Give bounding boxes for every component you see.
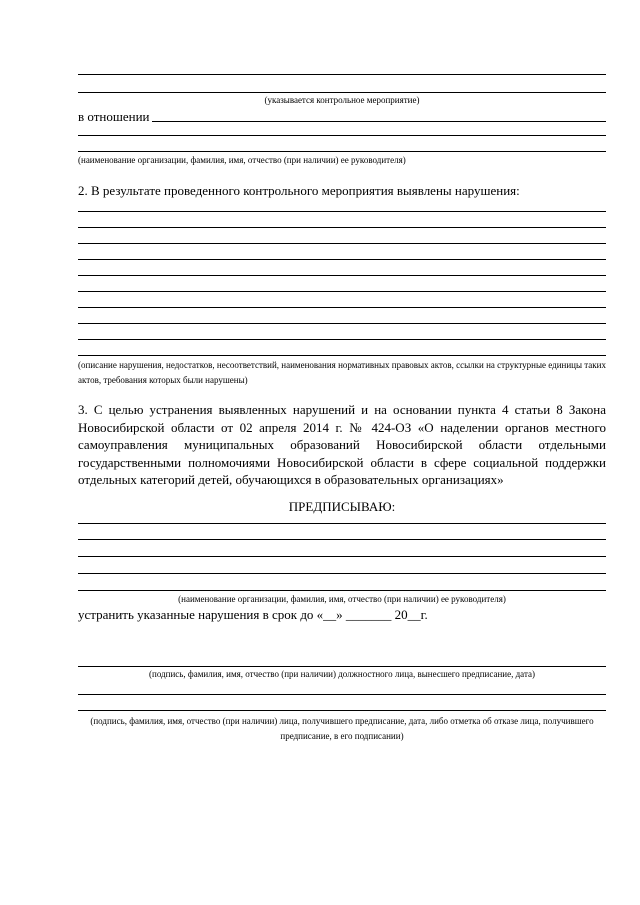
blank-line xyxy=(78,573,606,574)
caption-official-signature: (подпись, фамилия, имя, отчество (при наличии) должностного лица, вынесшего предписание, дата) xyxy=(149,669,535,679)
blank-line xyxy=(78,135,606,136)
deadline-line: устранить указанные нарушения в срок до «__» _______ 20__г. xyxy=(78,607,428,622)
blank-line xyxy=(78,291,606,292)
caption-receiver-signature: (подпись, фамилия, имя, отчество (при наличии) лица, получившего предписание, дата, либо отметка об отказе лица, получившего предписание, в его подписании) xyxy=(90,716,594,741)
section-2-heading: 2. В результате проведенного контрольного мероприятия выявлены нарушения: xyxy=(78,183,520,198)
blank-line xyxy=(78,243,606,244)
caption-violations: (описание нарушения, недостатков, несоответствий, наименования нормативных правовых актов, ссылки на структурные единицы таких актов, требования которых были нарушены) xyxy=(78,360,606,385)
blank-line xyxy=(78,151,606,152)
blank-line xyxy=(78,74,606,75)
blank-line xyxy=(78,307,606,308)
blank-line xyxy=(152,121,606,122)
blank-line xyxy=(78,211,606,212)
signature-line-receiver xyxy=(78,694,606,695)
section-3-paragraph: 3. С целью устранения выявленных нарушений и на основании пункта 4 статьи 8 Закона Новосибирской области от 02 апреля 2014 г. № 424-ОЗ «О наделении органов местного самоуправления муниципальных образований Новосибирской области отдельными государственными полномочиями Новосибирской области в сфере социальной поддержки отдельных категорий детей, обучающихся в образовательных организациях» xyxy=(78,402,606,487)
prescribe-heading: ПРЕДПИСЫВАЮ: xyxy=(288,499,396,514)
blank-line xyxy=(78,92,606,93)
blank-line xyxy=(78,539,606,540)
blank-line xyxy=(78,323,606,324)
blank-line xyxy=(78,523,606,524)
blank-line xyxy=(78,590,606,591)
signature-line-receiver-2 xyxy=(78,710,606,711)
caption-organization: (наименование организации, фамилия, имя, отчество (при наличии) ее руководителя) xyxy=(78,155,406,165)
caption-organization-2: (наименование организации, фамилия, имя, отчество (при наличии) ее руководителя) xyxy=(178,594,506,604)
blank-line xyxy=(78,227,606,228)
in-relation-label: в отношении xyxy=(78,109,150,124)
blank-line xyxy=(78,339,606,340)
blank-line xyxy=(78,556,606,557)
signature-line-official xyxy=(78,666,606,667)
blank-line xyxy=(78,275,606,276)
blank-line xyxy=(78,259,606,260)
blank-line xyxy=(78,355,606,356)
caption-control-event: (указывается контрольное мероприятие) xyxy=(264,95,420,105)
